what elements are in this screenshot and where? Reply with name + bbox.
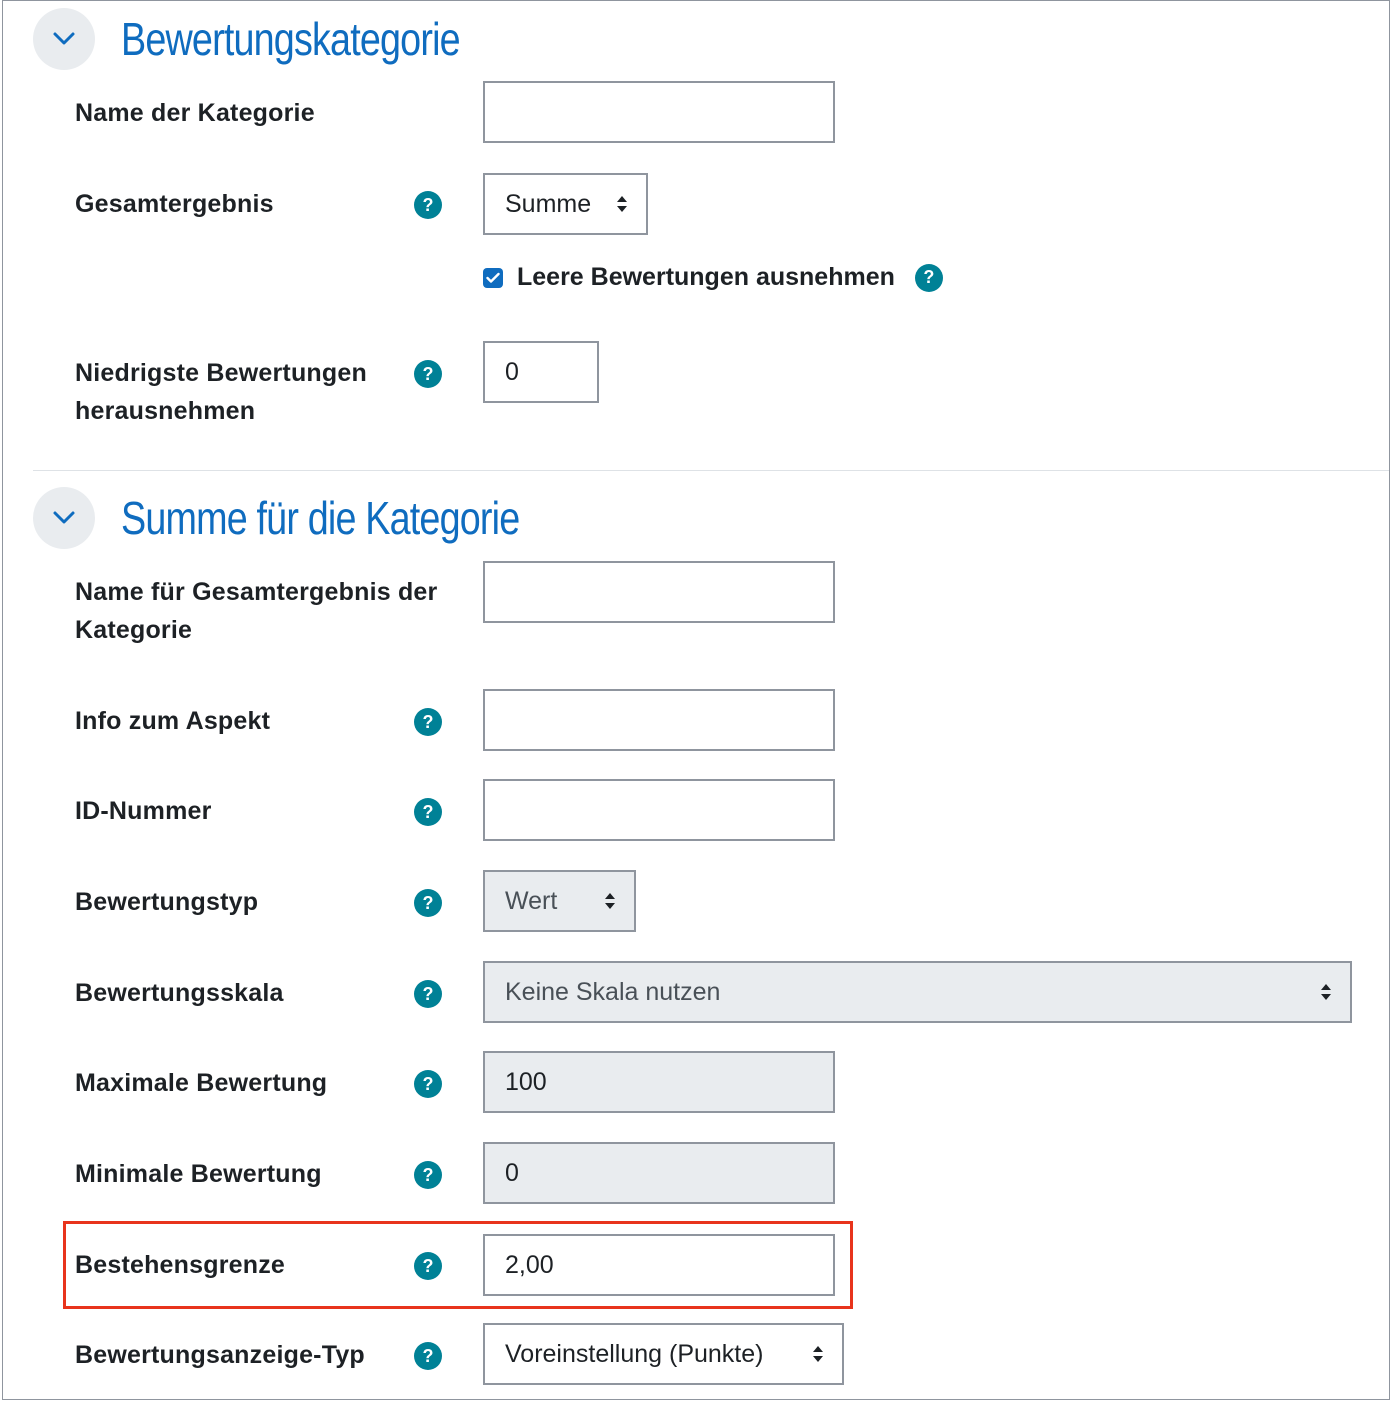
select-arrows-icon <box>616 194 628 214</box>
info-input[interactable] <box>483 689 835 751</box>
aggregation-value: Summe <box>505 189 592 218</box>
id-number-input[interactable] <box>483 779 835 841</box>
help-icon[interactable]: ? <box>414 889 442 917</box>
pass-grade-input[interactable]: 2,00 <box>483 1234 835 1296</box>
exclude-empty-row <box>483 263 943 292</box>
help-icon[interactable]: ? <box>414 708 442 736</box>
section-divider <box>33 470 1389 471</box>
help-icon[interactable]: ? <box>414 980 442 1008</box>
form-frame <box>2 0 1390 1400</box>
section-header-summe <box>33 486 607 550</box>
grade-type-select[interactable] <box>483 870 636 932</box>
scale-select[interactable] <box>483 961 1352 1023</box>
section-header-bewertungskategorie <box>33 7 534 71</box>
display-type-label: Bewertungsanzeige-Typ <box>75 1341 365 1369</box>
help-icon[interactable]: ? <box>414 191 442 219</box>
chevron-down-icon <box>52 31 76 47</box>
collapse-section-button[interactable] <box>33 8 95 70</box>
exclude-empty-checkbox[interactable] <box>483 268 503 288</box>
help-icon[interactable]: ? <box>414 1161 442 1189</box>
help-icon[interactable]: ? <box>915 264 943 292</box>
help-icon[interactable]: ? <box>414 1252 442 1280</box>
help-icon[interactable]: ? <box>414 360 442 388</box>
aggregation-label: Gesamtergebnis <box>75 190 274 218</box>
exclude-empty-label: Leere Bewertungen ausnehmen <box>517 263 895 291</box>
drop-lowest-label <box>75 354 367 430</box>
scale-label: Bewertungsskala <box>75 979 284 1007</box>
drop-lowest-label-line2: herausnehmen <box>75 397 256 425</box>
drop-lowest-label-line1: Niedrigste Bewertungen <box>75 359 367 387</box>
chevron-down-icon <box>52 510 76 526</box>
max-grade-input[interactable]: 100 <box>483 1051 835 1113</box>
section-title: Summe für die Kategorie <box>121 492 520 544</box>
display-type-select[interactable] <box>483 1323 844 1385</box>
display-type-value: Voreinstellung (Punkte) <box>505 1339 764 1368</box>
scale-value: Keine Skala nutzen <box>505 977 721 1006</box>
id-number-label: ID-Nummer <box>75 797 212 825</box>
total-name-input[interactable] <box>483 561 835 623</box>
help-icon[interactable]: ? <box>414 1342 442 1370</box>
collapse-section-button[interactable] <box>33 487 95 549</box>
info-label: Info zum Aspekt <box>75 707 271 735</box>
aggregation-select[interactable] <box>483 173 648 235</box>
select-arrows-icon <box>812 1344 824 1364</box>
min-grade-label: Minimale Bewertung <box>75 1160 322 1188</box>
pass-grade-label: Bestehensgrenze <box>75 1251 286 1279</box>
category-name-input[interactable] <box>483 81 835 143</box>
select-arrows-icon <box>604 891 616 911</box>
max-grade-label: Maximale Bewertung <box>75 1069 328 1097</box>
total-name-label <box>75 573 437 649</box>
category-name-label: Name der Kategorie <box>75 99 315 127</box>
total-name-label-line1: Name für Gesamtergebnis der <box>75 578 438 606</box>
select-arrows-icon <box>1320 982 1332 1002</box>
help-icon[interactable]: ? <box>414 798 442 826</box>
total-name-label-line2: Kategorie <box>75 616 193 644</box>
grade-type-value: Wert <box>505 886 558 915</box>
drop-lowest-input[interactable]: 0 <box>483 341 599 403</box>
grade-type-label: Bewertungstyp <box>75 888 259 916</box>
section-title: Bewertungskategorie <box>121 13 460 65</box>
min-grade-input[interactable]: 0 <box>483 1142 835 1204</box>
check-icon <box>486 272 500 284</box>
help-icon[interactable]: ? <box>414 1070 442 1098</box>
